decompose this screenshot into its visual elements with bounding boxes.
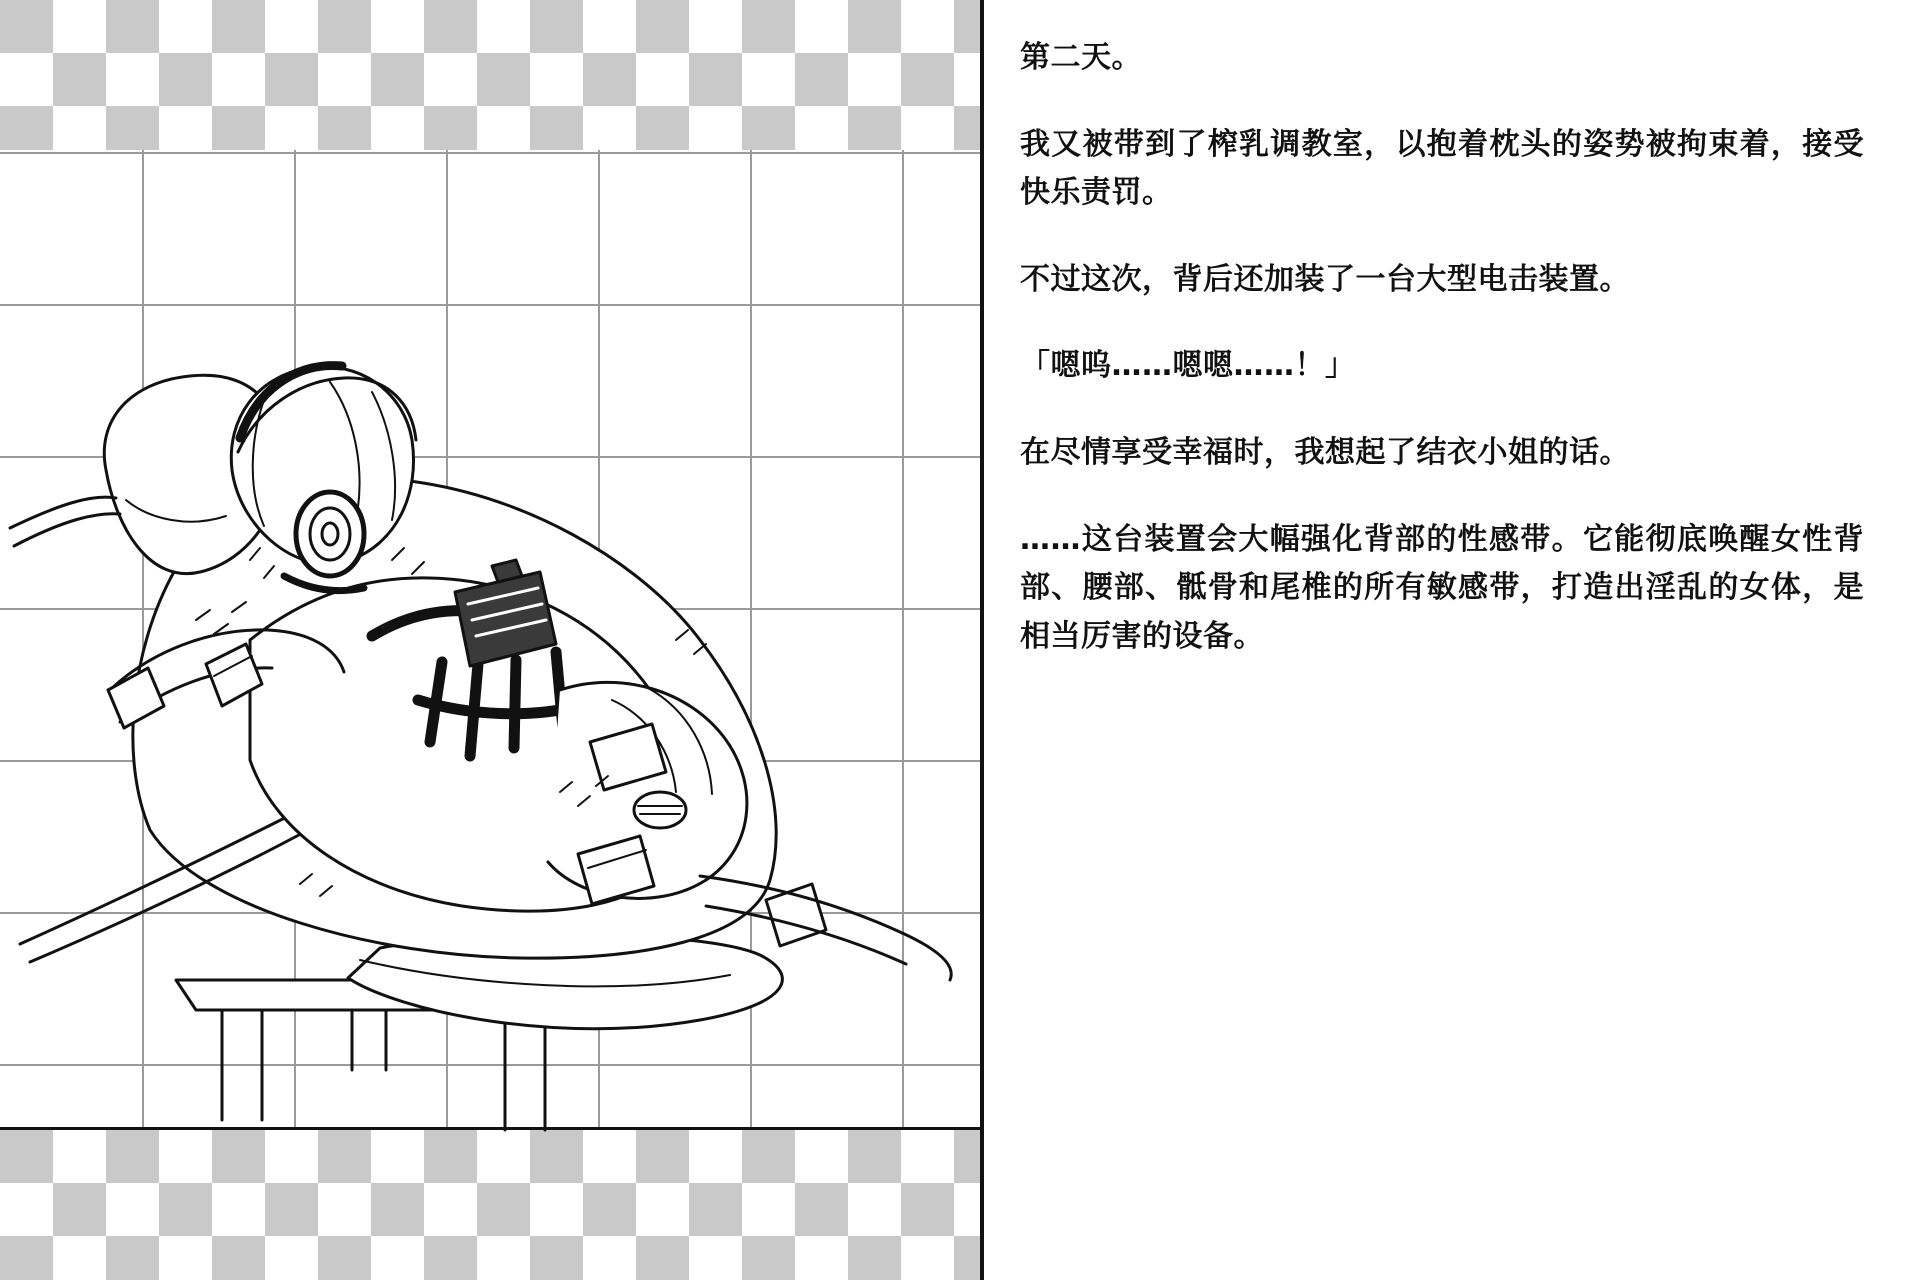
narration-paragraph-5: 在尽情享受幸福时，我想起了结衣小姐的话。 — [1020, 434, 1630, 470]
ankle-cuff — [766, 884, 826, 946]
narration-paragraph-2: 我又被带到了榨乳调教室，以抱着枕头的姿势被拘束着，接受快乐责罚。 — [1020, 126, 1864, 211]
narration-paragraph-4: 「嗯呜……嗯嗯……！」 — [1020, 348, 1356, 384]
narration-paragraph-1: 第二天。 — [1020, 40, 1142, 75]
narration-panel — [984, 0, 1920, 1280]
narration-paragraph-3: 不过这次，背后还加装了一台大型电击装置。 — [1020, 261, 1630, 297]
narration-paragraph-6: ……这台装置会大幅强化背部的性感带。它能彻底唤醒女性背部、腰部、骶骨和尾椎的所有敏感带，打造出淫乱的女体，是相当厉害的设备。 — [1020, 521, 1864, 654]
suction-device — [634, 792, 686, 828]
